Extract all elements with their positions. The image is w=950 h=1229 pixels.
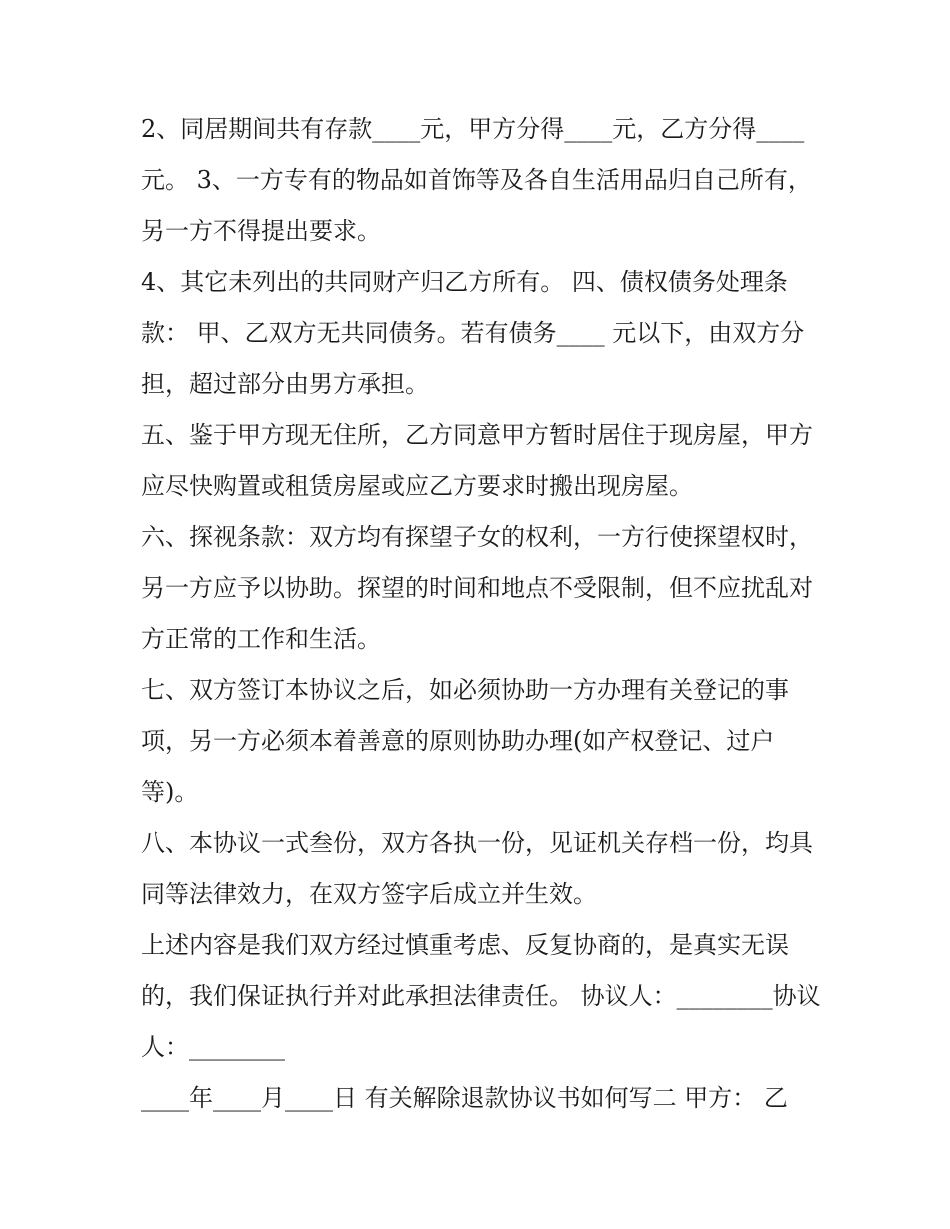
paragraph-date-line: ____年____月____日 有关解除退款协议书如何写二 甲方： 乙	[141, 1084, 788, 1112]
paragraph-declaration: 上述内容是我们双方经过慎重考虑、反复协商的，是真实无误的，我们保证执行并对此承担法律责任。 协议人：________协议人：________	[141, 931, 821, 1061]
paragraph-residence: 五、鉴于甲方现无住所，乙方同意甲方暂时居住于现房屋，甲方应尽快购置或租赁房屋或应乙方要求时搬出现房屋。	[141, 421, 813, 500]
document-page	[141, 104, 821, 1124]
paragraph-registration: 七、双方签订本协议之后，如必须协助一方办理有关登记的事项，另一方必须本着善意的原则协助办理(如产权登记、过户等)。	[141, 676, 789, 806]
paragraph-assets: 2、同居期间共有存款____元，甲方分得____元，乙方分得____元。 3、一方专有的物品如首饰等及各自生活用品归自己所有，另一方不得提出要求。	[141, 115, 812, 245]
paragraph-copies: 八、本协议一式叁份，双方各执一份，见证机关存档一份，均具同等法律效力，在双方签字后成立并生效。	[141, 829, 813, 908]
paragraph-debts: 4、其它未列出的共同财产归乙方所有。 四、债权债务处理条款： 甲、乙双方无共同债务。若有债务____ 元以下，由双方分担，超过部分由男方承担。	[141, 268, 805, 398]
paragraph-visitation: 六、探视条款：双方均有探望子女的权利，一方行使探望权时，另一方应予以协助。探望的时间和地点不受限制，但不应扰乱对方正常的工作和生活。	[141, 523, 813, 653]
